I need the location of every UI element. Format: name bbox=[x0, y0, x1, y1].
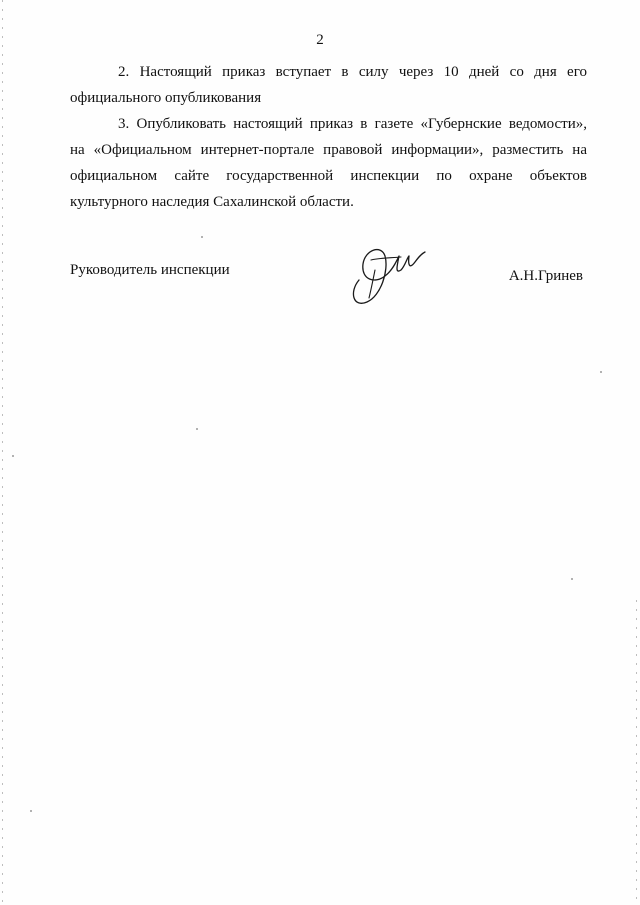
handwritten-signature bbox=[345, 240, 430, 310]
document-body bbox=[70, 59, 587, 215]
paragraph-clause-3 bbox=[70, 111, 587, 215]
text-line: официальном сайте государственной инспекции по охране объектов bbox=[70, 168, 587, 184]
scan-speck bbox=[600, 371, 602, 373]
paragraph-clause-2 bbox=[70, 59, 587, 111]
scan-speck bbox=[196, 428, 198, 430]
text-line: культурного наследия Сахалинской области. bbox=[70, 194, 354, 210]
signature-block bbox=[70, 248, 587, 318]
text-line: на «Официальном интернет-портале правовой информации», разместить на bbox=[70, 142, 587, 158]
signer-name: А.Н.Гринев bbox=[508, 268, 583, 284]
scan-edge-mark bbox=[2, 0, 3, 905]
scan-speck bbox=[30, 810, 32, 812]
scan-speck bbox=[571, 578, 573, 580]
text-line: официального опубликования bbox=[70, 90, 262, 106]
scan-speck bbox=[12, 455, 14, 457]
scan-speck bbox=[201, 236, 203, 238]
page-number: 2 bbox=[316, 32, 324, 48]
text-line: 2. Настоящий приказ вступает в силу через 10 дней со дня его bbox=[118, 64, 587, 80]
signer-title: Руководитель инспекции bbox=[70, 262, 230, 278]
scan-edge-mark bbox=[636, 600, 637, 905]
text-line: 3. Опубликовать настоящий приказ в газете «Губернские ведомости», bbox=[118, 116, 587, 132]
